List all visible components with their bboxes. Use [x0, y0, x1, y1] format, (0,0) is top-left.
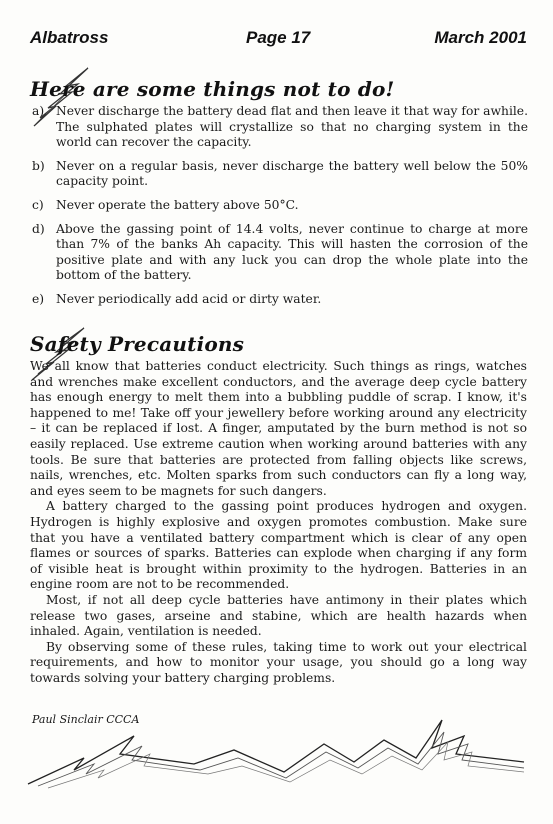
list-marker: d) — [32, 221, 45, 236]
list-item — [32, 222, 528, 284]
safety-body — [30, 359, 527, 686]
list-marker: c) — [32, 197, 44, 212]
list-marker: a) — [32, 104, 45, 118]
list-item — [32, 159, 528, 190]
paragraph: Most, if not all deep cycle batteries have antimony in their plates which release two gases, arseine and stabine, which are health hazards when inhaled. Again, ventilation is needed. — [30, 592, 527, 639]
list-item-text: Never discharge the battery dead flat and then leave it that way for awhile. The sulphated plates will crystallize so that no charging system in the world can recover the capacity. — [56, 104, 528, 150]
list-item-text: Never operate the battery above 50°C. — [56, 197, 299, 212]
list-item-text: Never periodically add acid or dirty water. — [56, 291, 322, 306]
author-signature: Paul Sinclair CCCA — [32, 713, 140, 726]
list-marker: e) — [32, 291, 45, 306]
paragraph: We all know that batteries conduct electricity. Such things as rings, watches and wrenches make excellent conductors, and the average deep cycle battery has enough energy to melt them into a bubbling puddle of scrap. I know, it's happened to me! Take off your jewellery before working around any electricity – it can be replaced if lost. A finger, amputated by the burn method is not so easily replaced. Use extreme caution when working around batteries with any tools. Be sure that batteries are protected from falling objects like screws, nails, wrenches, etc. Molten sparks from such conductors can fly a long way, and eyes seem to be magnets for such dangers. — [30, 359, 527, 498]
list-item — [32, 198, 528, 214]
section-title-things-not-to-do: Here are some things not to do! — [30, 77, 395, 101]
page-header — [30, 28, 527, 50]
page-number: Page 17 — [246, 28, 311, 47]
section-title-safety: Safety Precautions — [30, 332, 245, 356]
paragraph: By observing some of these rules, taking time to work out your electrical requirements, and how to monitor your usage, you should go a long way towards solving your battery charging problems. — [30, 639, 527, 685]
list-item-text: Above the gassing point of 14.4 volts, never continue to charge at more than 7% of the banks Ah capacity. This will hasten the corrosion of the positive plate and with any luck you can drop the whole plate into the bottom of the battery. — [56, 221, 528, 283]
newsletter-name: Albatross — [30, 28, 109, 47]
issue-date: March 2001 — [434, 28, 527, 47]
list-item — [32, 104, 528, 151]
paragraph: A battery charged to the gassing point produces hydrogen and oxygen. Hydrogen is highly explosive and oxygen promotes combustion. Make sure that you have a ventilated battery compartment which is clear of any open flames or sources of sparks. Batteries can explode when charging if any form of visible heat is brought within proximity to the hydrogen. Batteries in an engine room are not to be recommended. — [30, 499, 527, 592]
list-item-text: Never on a regular basis, never discharge the battery well below the 50% capacity point. — [56, 158, 528, 189]
lightning-border-icon — [24, 714, 529, 790]
list-marker: b) — [32, 158, 45, 173]
list-item — [32, 292, 528, 308]
things-not-to-do-list — [32, 104, 528, 316]
